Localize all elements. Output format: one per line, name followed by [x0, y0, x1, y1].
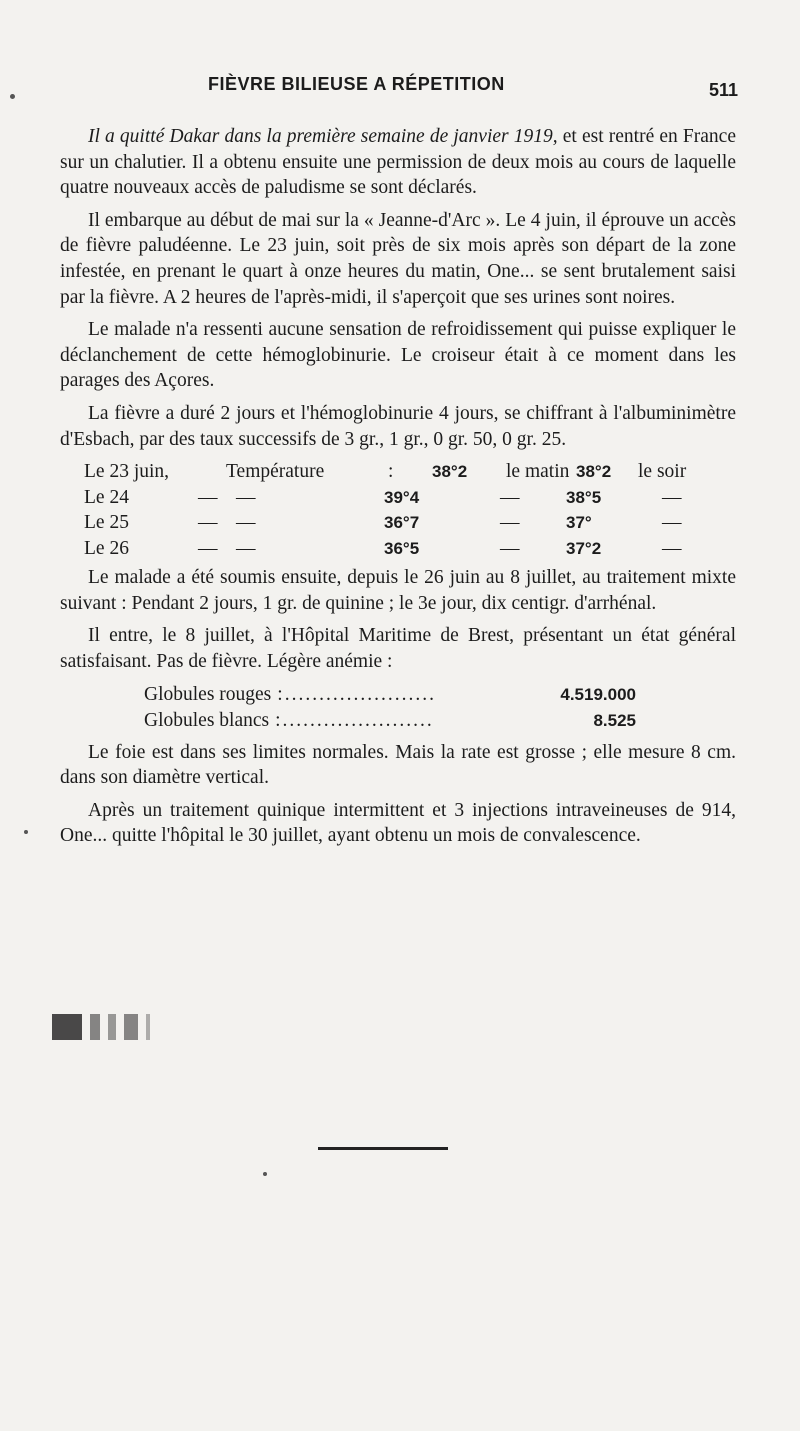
- blood-count-value: 8.525: [593, 710, 636, 730]
- temperature-morning: 36°7: [384, 513, 420, 533]
- print-speck: [10, 94, 15, 99]
- paragraph-fever-duration: La fièvre a duré 2 jours et l'hémoglobinurie 4 jours, se chiffrant à l'albuminimètre d'Esbach, par des taux successifs de 3 gr., 1 gr., 0 gr. 50, 0 gr. 25.: [60, 402, 736, 450]
- temperature-morning-word: le matin: [506, 461, 570, 483]
- paragraph-discharge: Après un traitement quinique intermittent et 3 injections intraveineuses de 914, One... quitte l'hôpital le 30 juillet, ayant obtenu un mois de convalescence.: [60, 799, 736, 847]
- page-header: [70, 74, 738, 104]
- temperature-row: [60, 510, 736, 536]
- temperature-morning: 36°5: [384, 538, 420, 558]
- paragraph-text: et est rentré en France sur un chalutier. Il a obtenu ensuite une permission de deux mois au cours de laquelle quatre nouveaux accès de paludisme se sont déclarés.: [60, 126, 736, 199]
- ditto-dash: —: [198, 537, 218, 559]
- italic-lead: Il a quitté Dakar dans la première semaine de janvier 1919,: [88, 126, 558, 147]
- ditto-dash: —: [236, 486, 256, 508]
- ditto-dash: —: [500, 486, 520, 508]
- paragraph-liver-spleen: Le foie est dans ses limites normales. Mais la rate est grosse ; elle mesure 8 cm. dans son diamètre vertical.: [60, 741, 736, 789]
- temperature-table: [60, 459, 736, 561]
- ditto-dash: —: [198, 512, 218, 534]
- ditto-dash: —: [500, 512, 520, 534]
- paragraph-treatment: Le malade a été soumis ensuite, depuis le 26 juin au 8 juillet, au traitement mixte suivant : Pendant 2 jours, 1 gr. de quinine ; le 3e jour, dix centigr. d'arrhénal.: [60, 567, 736, 614]
- temperature-morning: 38°2: [432, 462, 468, 482]
- body-text: [60, 124, 736, 856]
- temperature-label: Température: [226, 461, 325, 483]
- temperature-day: Le 25: [84, 512, 129, 534]
- paragraph-hospital-entry: Il entre, le 8 juillet, à l'Hôpital Maritime de Brest, présentant un état général satisfaisant. Pas de fièvre. Légère anémie :: [60, 625, 736, 672]
- dot-leader: :......................: [277, 683, 436, 705]
- paragraph-no-chill: Le malade n'a ressenti aucune sensation de refroidissement qui puisse expliquer le déclanchement de cette hémoglobinurie. Le croiseur était à ce moment dans les parages des Açores.: [60, 319, 736, 392]
- temperature-row: [60, 459, 736, 485]
- temperature-day: Le 23 juin,: [84, 461, 170, 483]
- temperature-row: [60, 536, 736, 562]
- ditto-dash: —: [198, 486, 218, 508]
- blood-count-label: Globules rouges: [144, 683, 272, 705]
- ink-smudge: [52, 1014, 150, 1040]
- temperature-day: Le 26: [84, 537, 129, 559]
- blood-count-label: Globules blancs: [144, 709, 270, 731]
- temperature-row: [60, 485, 736, 511]
- print-speck: [263, 1172, 267, 1176]
- temperature-evening: 37°2: [566, 538, 602, 558]
- ditto-dash: —: [662, 537, 682, 559]
- ditto-dash: —: [500, 537, 520, 559]
- temperature-day: Le 24: [84, 486, 129, 508]
- temperature-morning: 39°4: [384, 487, 420, 507]
- ditto-dash: —: [662, 512, 682, 534]
- paragraph-embarkation: Il embarque au début de mai sur la « Jeanne-d'Arc ». Le 4 juin, il éprouve un accès de fièvre paludéenne. Le 23 juin, soit près de six mois après son départ de la zone infestée, en prenant le quart à onze heures du matin, One... se sent brutalement saisi par la fièvre. A 2 heures de l'après-midi, il s'aperçoit que ses urines sont noires.: [60, 209, 736, 308]
- blood-count-row: [60, 682, 636, 708]
- blood-count-list: [60, 682, 736, 734]
- page-number: 511: [708, 80, 738, 100]
- temperature-colon: :: [388, 461, 394, 483]
- ditto-dash: —: [236, 537, 256, 559]
- paragraph-departure: [60, 124, 736, 201]
- ditto-dash: —: [662, 486, 682, 508]
- dot-leader: :......................: [275, 709, 434, 731]
- blood-count-value: 4.519.000: [560, 684, 636, 704]
- ditto-dash: —: [236, 512, 256, 534]
- end-rule: [318, 1147, 448, 1150]
- temperature-evening-word: le soir: [638, 461, 687, 483]
- print-speck: [24, 830, 28, 834]
- temperature-evening: 38°2: [576, 462, 612, 482]
- temperature-evening: 38°5: [566, 487, 602, 507]
- blood-count-row: [60, 708, 636, 734]
- temperature-evening: 37°: [566, 513, 592, 533]
- running-title: FIÈVRE BILIEUSE A RÉPETITION: [208, 74, 505, 94]
